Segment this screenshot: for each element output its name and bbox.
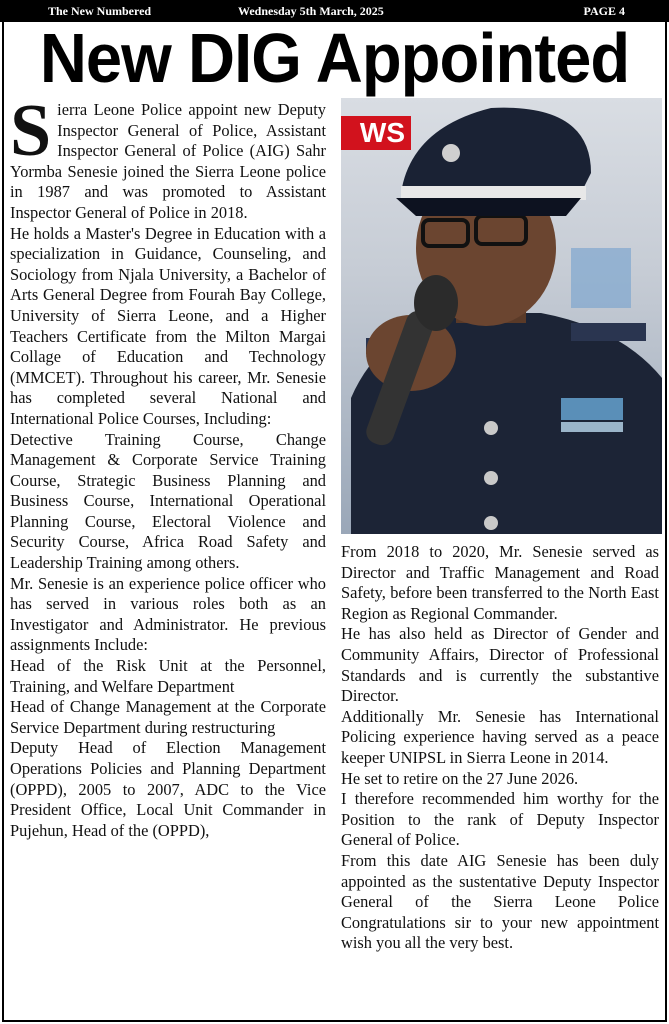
- paper-name: The New Numbered: [48, 4, 152, 18]
- officer-portrait-icon: [341, 98, 662, 534]
- article-paragraph: He set to retire on the 27 June 2026.: [341, 768, 579, 788]
- article-paragraph: Additionally Mr. Senesie has International Policing experience having served as a peace keeper UNIPSL in Sierra Leone in 2014.: [341, 706, 659, 767]
- article-paragraph: From this date AIG Senesie has been duly appointed as the sustentative Deputy Inspector General of the Sierra Leone Police Congratulations sir to your new appointment wish you all the very best.: [341, 850, 659, 953]
- article-paragraph: [10, 90, 326, 224]
- article-paragraph: He has also held as Director of Gender and Community Affairs, Director of Professional Standards and is currently the substantive Director.: [341, 624, 659, 706]
- drop-cap: S: [10, 90, 52, 172]
- article-paragraph: Deputy Head of Election Management Operations Policies and Planning Department (OPPD), 2005 to 2007, ADC to the Vice President Office, Local Unit Commander in Pujehun, Head of the (OPPD),: [10, 738, 326, 840]
- officer-photo: [341, 98, 662, 534]
- headline: New DIG Appointed: [39, 19, 630, 97]
- page-number: PAGE 4: [583, 4, 625, 18]
- article-left-column: [10, 90, 326, 841]
- article-paragraph: Head of Change Management at the Corporate Service Department during restructuring: [10, 697, 326, 737]
- article-paragraph: I therefore recommended him worthy for the Position to the rank of Deputy Inspector General of Police.: [341, 789, 659, 850]
- article-paragraph: Mr. Senesie is an experience police officer who has served in various roles both as an Investigator and Administrator. He previous assignments Include:: [10, 573, 326, 655]
- article-paragraph: From 2018 to 2020, Mr. Senesie served as Director and Traffic Management and Road Safety, before been transferred to the North East Region as Regional Commander.: [341, 542, 659, 623]
- paragraph-text: ierra Leone Police appoint new Deputy Inspector General of Police, Assistant Inspector General of Police (AIG) Sahr Yormba Senesie joined the Sierra Leone police in 1987 and was promoted to Assistant Inspector General of Police in 2018.: [10, 100, 326, 222]
- issue-date: Wednesday 5th March, 2025: [238, 4, 384, 18]
- article-paragraph: Detective Training Course, Change Management & Corporate Service Training Course, Strategic Business Planning and Business Course, International Operational Planning Course, Electoral Violence and Security Course, Africa Road Safety and Leadership Training among others.: [10, 429, 326, 573]
- news-badge: WS: [341, 116, 411, 150]
- article-paragraph: He holds a Master's Degree in Education with a specialization in Guidance, Counseling, and Sociology from Njala University, a Bachelor of Arts General Degree from Fourah Bay College, University of Sierra Leone, and a Higher Teachers Certificate from the Milton Margai Collage of Education and Technology (MMCET). Throughout his career, Mr. Senesie has completed several National and International Police Courses, Including:: [10, 223, 326, 428]
- article-paragraph: Head of the Risk Unit at the Personnel, Training, and Welfare Department: [10, 656, 326, 696]
- article-right-column: [341, 542, 659, 954]
